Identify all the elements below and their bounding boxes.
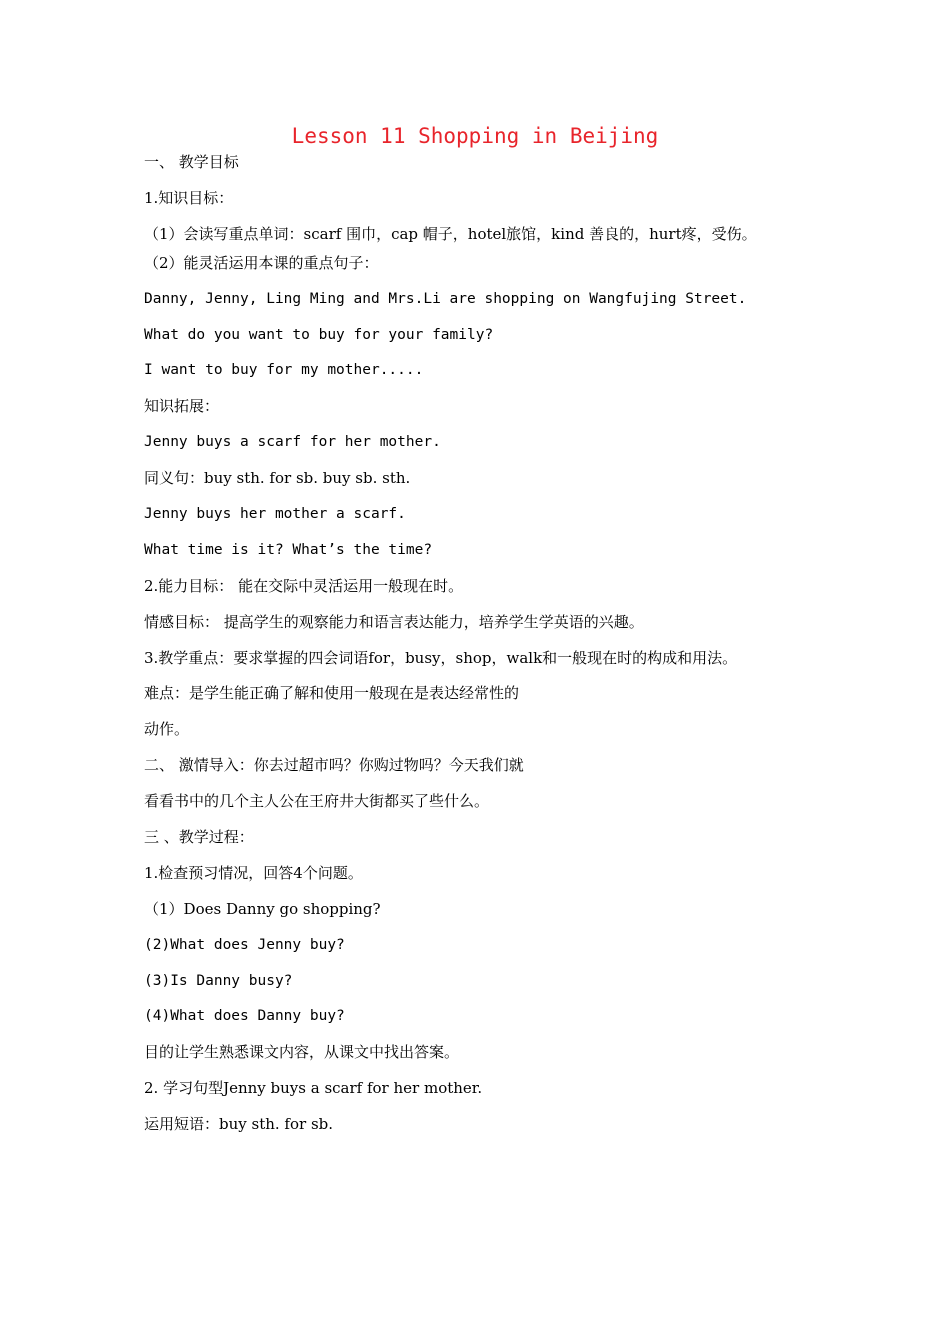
example-sentence: Jenny buys a scarf for her mother.: [144, 434, 441, 451]
knowledge-objective-heading: 1.知识目标：: [144, 188, 234, 207]
document-body: [144, 150, 824, 1148]
question-item: （1）Does Danny go shopping?: [144, 899, 381, 918]
question-item: (3)Is Danny busy?: [144, 972, 293, 989]
example-sentence: Jenny buys her mother a scarf.: [144, 506, 406, 523]
difficulty-point-continued: 动作。: [144, 720, 190, 739]
document-title: Lesson 11 Shopping in Beijing: [291, 124, 659, 148]
knowledge-extension-heading: 知识拓展：: [144, 397, 220, 416]
introduction-continued: 看看书中的几个主人公在王府井大街都买了些什么。: [144, 792, 490, 811]
example-sentence: Danny, Jenny, Ling Ming and Mrs.Li are shopping on Wangfujing Street.: [144, 290, 747, 307]
synonym-sentence: 同义句：buy sth. for sb. buy sb. sth.: [144, 469, 411, 488]
question-item: (2)What does Jenny buy?: [144, 936, 345, 953]
example-sentence: I want to buy for my mother.....: [144, 362, 424, 379]
teaching-focus: 3.教学重点：要求掌握的四会词语for，busy，shop，walk和一般现在时的构成和用法。: [144, 648, 738, 667]
section-heading-objectives: 一、 教学目标: [144, 153, 239, 171]
key-sentences-heading: （2）能灵活运用本课的重点句子：: [144, 253, 379, 272]
example-sentence: What time is it? What’s the time?: [144, 541, 433, 558]
section-heading-process: 三 、教学过程：: [144, 828, 254, 847]
emotional-objective: 情感目标： 提高学生的观察能力和语言表达能力，培养学生学英语的兴趣。: [144, 612, 644, 631]
question-item: (4)What does Danny buy?: [144, 1008, 345, 1025]
example-sentence: What do you want to buy for your family?: [144, 326, 494, 343]
phrase-usage: 运用短语：buy sth. for sb.: [144, 1115, 334, 1134]
ability-objective: 2.能力目标： 能在交际中灵活运用一般现在时。: [144, 576, 464, 595]
difficulty-point: 难点：是学生能正确了解和使用一般现在是表达经常性的: [144, 684, 520, 703]
section-heading-introduction: 二、 激情导入：你去过超市吗？你购过物吗？今天我们就: [144, 756, 524, 775]
process-step: 2. 学习句型Jenny buys a scarf for her mother.: [144, 1079, 483, 1098]
vocabulary-item: （1）会读写重点单词：scarf 围巾，cap 帽子，hotel旅馆，kind 善良的，hurt疼，受伤。: [144, 224, 757, 243]
purpose-note: 目的让学生熟悉课文内容，从课文中找出答案。: [144, 1043, 460, 1062]
process-step: 1.检查预习情况，回答4个问题。: [144, 863, 363, 882]
